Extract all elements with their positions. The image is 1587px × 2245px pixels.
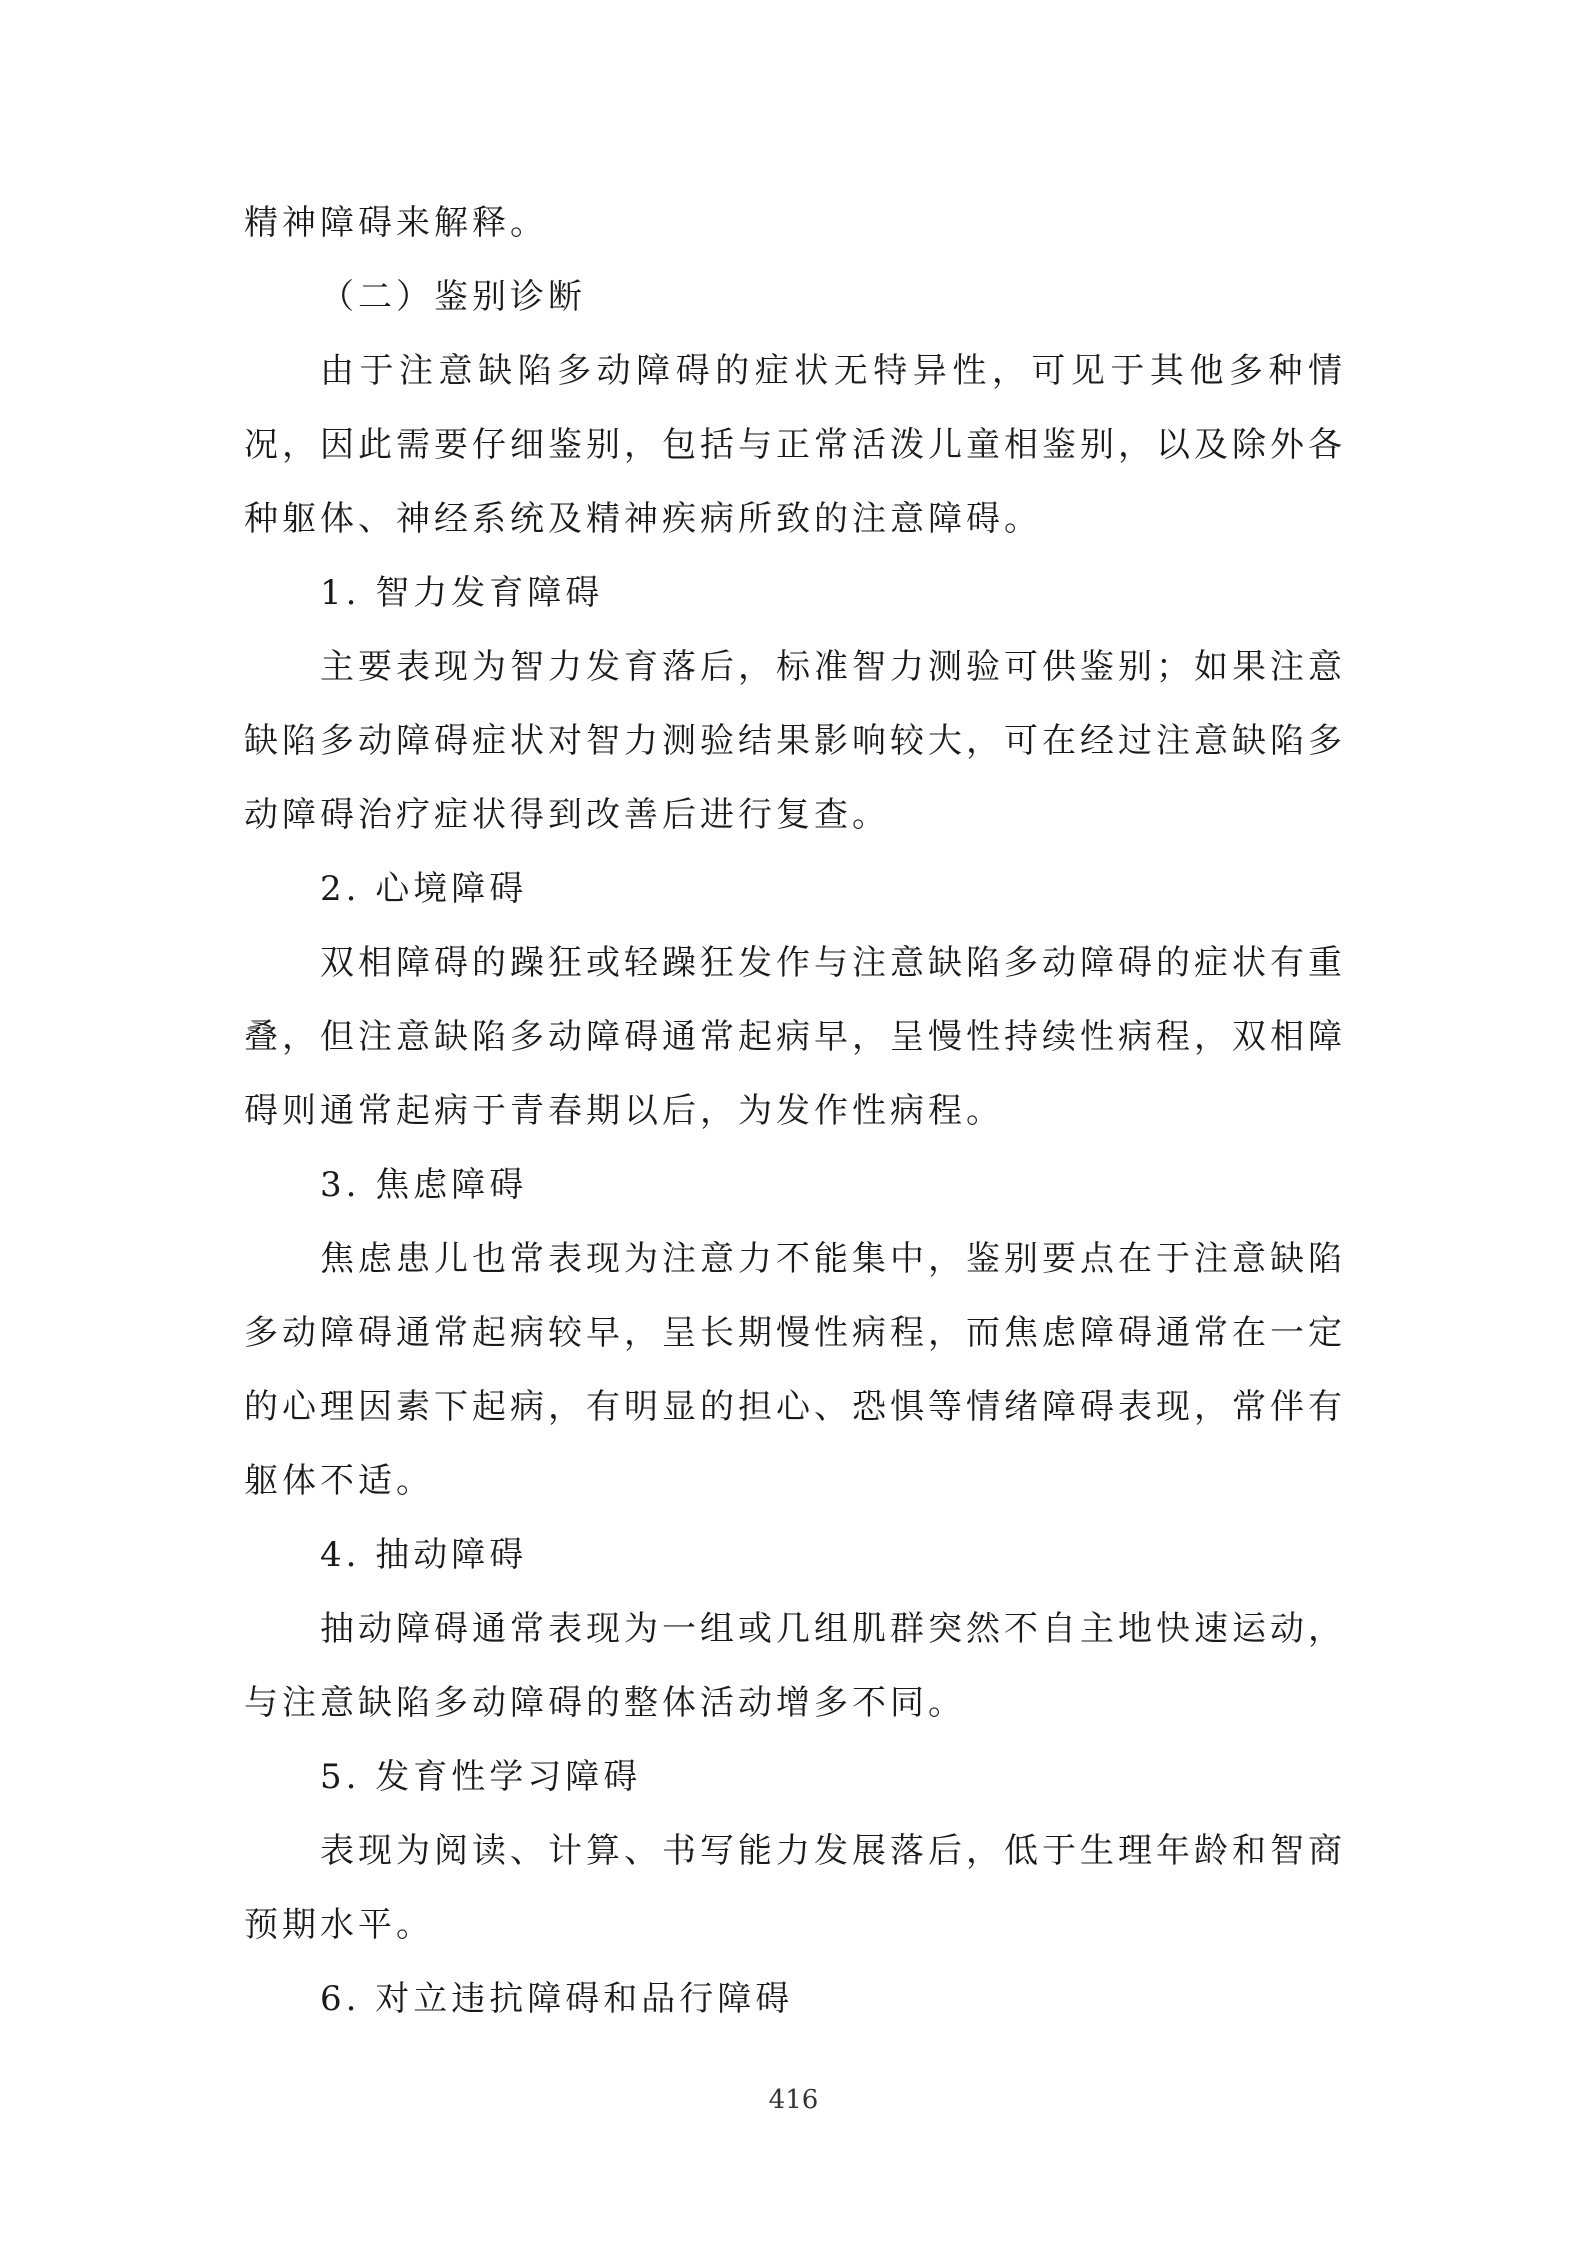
body-text	[244, 186, 1346, 2036]
item-title-5: 5. 发育性学习障碍	[320, 1757, 642, 1797]
section-heading: （二）鉴别诊断	[320, 277, 586, 317]
page-number: 416	[768, 2085, 819, 2115]
item-title-3: 3. 焦虑障碍	[320, 1165, 528, 1205]
item-title-2: 2. 心境障碍	[320, 869, 528, 909]
item-title-4: 4. 抽动障碍	[320, 1535, 528, 1575]
item-text-4: 抽动障碍通常表现为一组或几组肌群突然不自主地快速运动，与注意缺陷多动障碍的整体活动增多不同。	[244, 1609, 1346, 1723]
item-title-1: 1. 智力发育障碍	[320, 573, 604, 613]
item-text-1: 主要表现为智力发育落后，标准智力测验可供鉴别；如果注意缺陷多动障碍症状对智力测验结果影响较大，可在经过注意缺陷多动障碍治疗症状得到改善后进行复查。	[244, 647, 1346, 835]
intro-paragraph: 由于注意缺陷多动障碍的症状无特异性，可见于其他多种情况，因此需要仔细鉴别，包括与正常活泼儿童相鉴别，以及除外各种躯体、神经系统及精神疾病所致的注意障碍。	[244, 351, 1346, 539]
item-text-3: 焦虑患儿也常表现为注意力不能集中，鉴别要点在于注意缺陷多动障碍通常起病较早，呈长期慢性病程，而焦虑障碍通常在一定的心理因素下起病，有明显的担心、恐惧等情绪障碍表现，常伴有躯体不适。	[244, 1239, 1346, 1501]
item-text-2: 双相障碍的躁狂或轻躁狂发作与注意缺陷多动障碍的症状有重叠，但注意缺陷多动障碍通常起病早，呈慢性持续性病程，双相障碍则通常起病于青春期以后，为发作性病程。	[244, 943, 1346, 1131]
continuation-paragraph: 精神障碍来解释。	[244, 203, 548, 243]
item-title-6: 6. 对立违抗障碍和品行障碍	[320, 1979, 794, 2019]
item-text-5: 表现为阅读、计算、书写能力发展落后，低于生理年龄和智商预期水平。	[244, 1831, 1346, 1945]
